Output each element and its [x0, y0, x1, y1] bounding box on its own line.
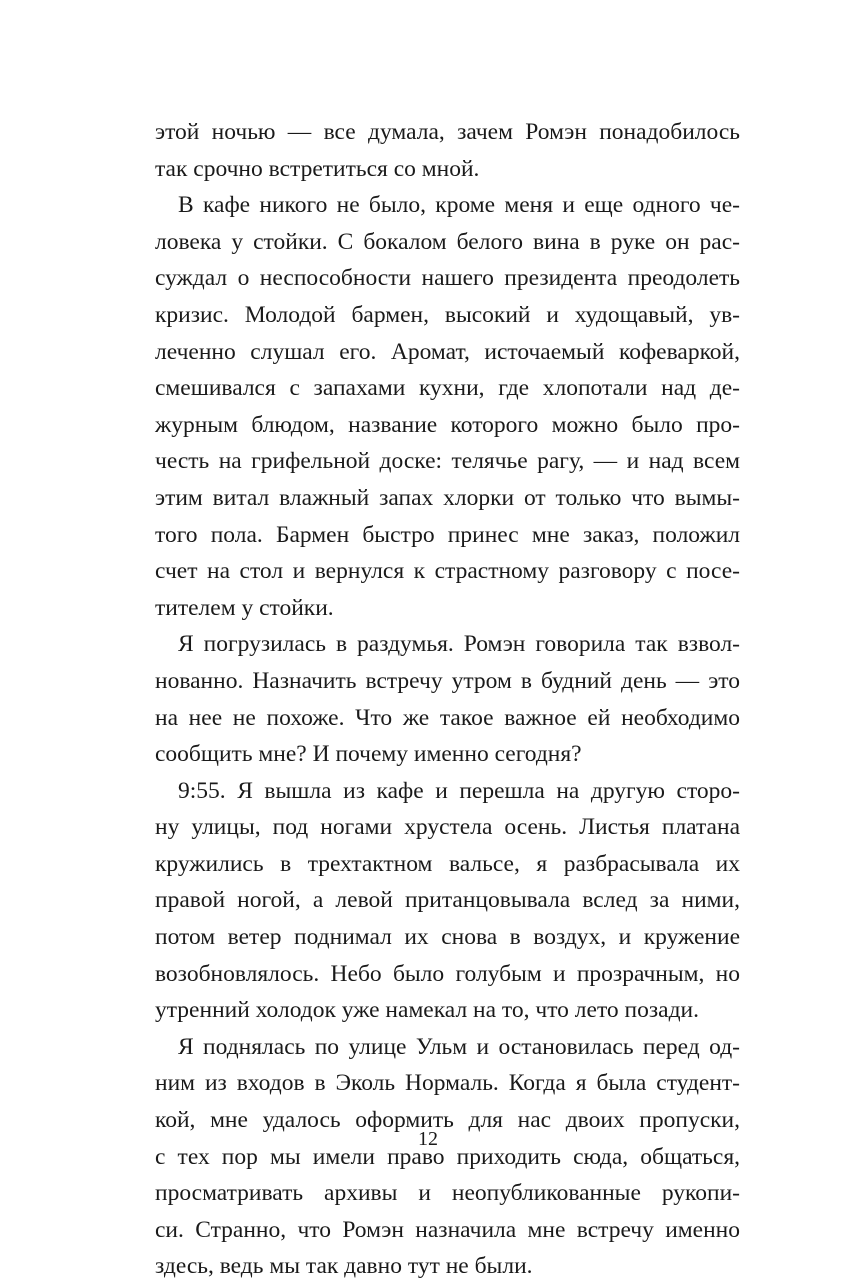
- text-line: тителем у стойки.: [155, 594, 334, 621]
- text-line: Я погрузилась в раздумья. Ромэн говорила так взвол-: [178, 631, 740, 658]
- text-line: честь на грифельной доске: телячье рагу, — и над всем: [155, 448, 740, 475]
- text-line: нованно. Назначить встречу утром в будний день — это: [155, 667, 740, 694]
- text-line: правой ногой, а левой пританцовывала вслед за ними,: [155, 887, 740, 914]
- text-line: потом ветер поднимал их снова в воздух, и кружение: [155, 924, 740, 951]
- text-line: просматривать архивы и неопубликованные рукопи-: [155, 1180, 740, 1207]
- text-line: ну улицы, под ногами хрустела осень. Листья платана: [155, 814, 740, 841]
- text-line: этой ночью — все думала, зачем Ромэн понадобилось: [155, 119, 740, 145]
- text-line: с тех пор мы имели право приходить сюда, общаться,: [155, 1143, 740, 1170]
- text-line: сообщить мне? И почему именно сегодня?: [155, 741, 582, 768]
- text-line: кружились в трехтактном вальсе, я разбрасывала их: [155, 850, 740, 877]
- text-line: здесь, ведь мы так давно тут не были.: [155, 1253, 533, 1280]
- text-line: кой, мне удалось оформить для нас двоих пропуски,: [155, 1107, 740, 1134]
- text-line: 9:55. Я вышла из кафе и перешла на другую сторо-: [178, 777, 740, 804]
- text-line: суждал о неспособности нашего президента преодолеть: [155, 265, 740, 292]
- page-number: 12: [418, 1128, 438, 1150]
- text-line: ним из входов в Эколь Нормаль. Когда я была студент-: [155, 1070, 740, 1097]
- text-line: смешивался с запахами кухни, где хлопотали над де-: [155, 375, 740, 402]
- text-line: того пола. Бармен быстро принес мне заказ, положил: [155, 521, 740, 548]
- text-line: В кафе никого не было, кроме меня и еще одного че-: [178, 192, 740, 219]
- text-line: так срочно встретиться со мной.: [155, 155, 480, 182]
- text-line: леченно слушал его. Аромат, источаемый кофеваркой,: [155, 338, 740, 365]
- text-line: кризис. Молодой бармен, высокий и худощавый, ув-: [155, 301, 740, 328]
- text-line: счет на стол и вернулся к страстному разговору с посе-: [155, 558, 740, 585]
- text-line: возобновлялось. Небо было голубым и прозрачным, но: [155, 960, 740, 987]
- text-line: этим витал влажный запах хлорки от только что вымы-: [155, 484, 740, 511]
- text-line: журным блюдом, название которого можно было про-: [155, 411, 740, 438]
- text-line: ловека у стойки. С бокалом белого вина в руке он рас-: [155, 228, 740, 255]
- text-line: Я поднялась по улице Ульм и остановилась перед од-: [178, 1033, 740, 1060]
- text-line: утренний холодок уже намекал на то, что лето позади.: [155, 997, 699, 1024]
- text-line: на нее не похоже. Что же такое важное ей необходимо: [155, 704, 740, 731]
- text-line: си. Странно, что Ромэн назначила мне встречу именно: [155, 1216, 740, 1243]
- body-text: [155, 114, 740, 1285]
